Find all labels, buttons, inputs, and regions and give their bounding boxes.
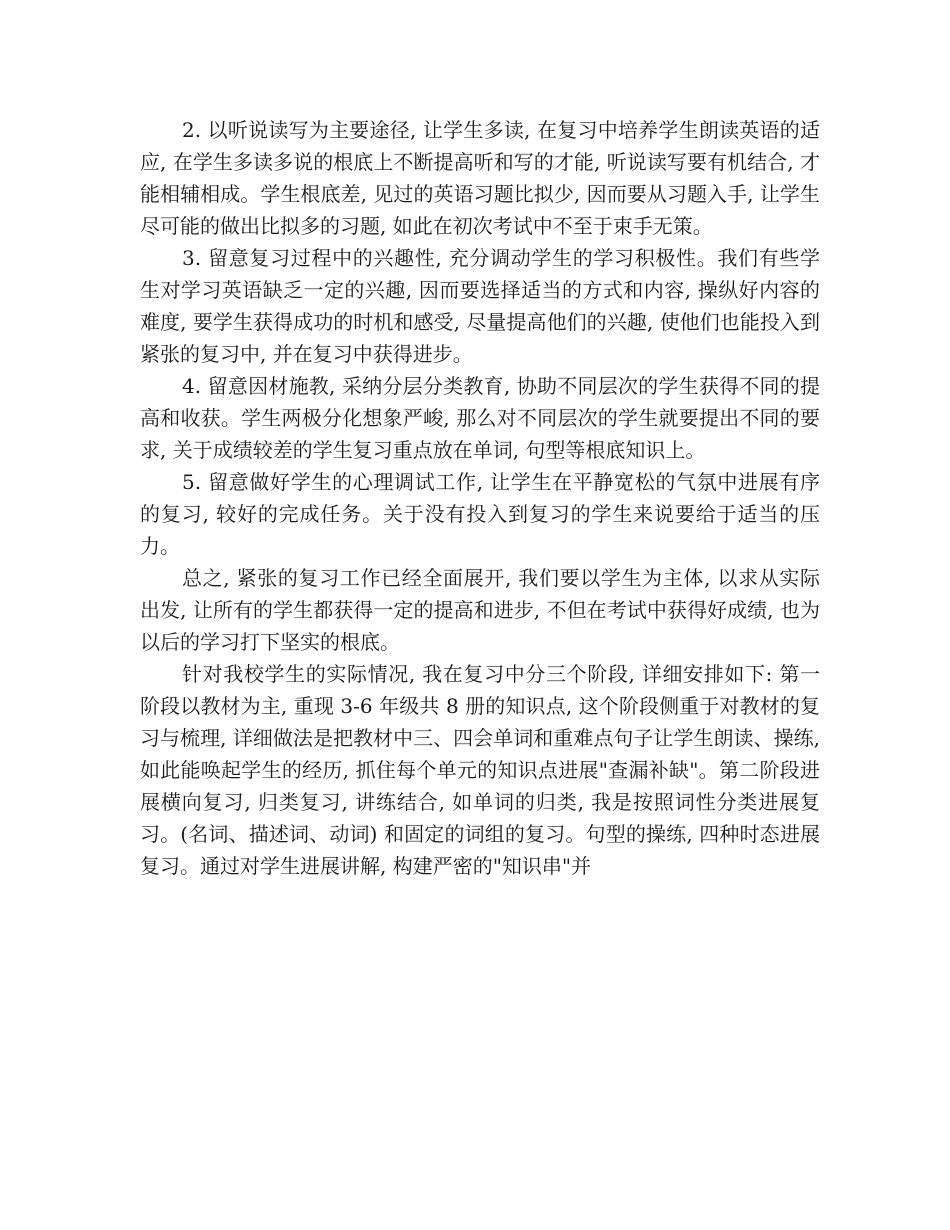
paragraph-review-plan: 针对我校学生的实际情况, 我在复习中分三个阶段, 详细安排如下: 第一阶段以教材为主, 重现 3-6 年级共 8 册的知识点, 这个阶段侧重于对教材的复习与梳理, 详细做法是把教材中三、四会单词和重难点句子让学生朗读、操练, 如此能唤起学生的经历, 抓住每个单元的知识点进展"查漏补缺"。第二阶段进展横向复习, 归类复习, 讲练结合, 如单词的归类, 我是按照词性分类进展复习。(名词、描述词、动词) 和固定的词组的复习。句型的操练, 四种时态进展复习。通过对学生进展讲解, 构建严密的"知识串"并	[140, 662, 820, 878]
paragraph-item-5: 5. 留意做好学生的心理调试工作, 让学生在平静宽松的气氛中进展有序的复习, 较好的完成任务。关于没有投入到复习的学生来说要给于适当的压力。	[140, 470, 820, 558]
paragraph-item-3: 3. 留意复习过程中的兴趣性, 充分调动学生的学习积极性。我们有些学生对学习英语缺乏一定的兴趣, 因而要选择适当的方式和内容, 操纵好内容的难度, 要学生获得成功的时机和感受, 尽量提高他们的兴趣, 使他们也能投入到紧张的复习中, 并在复习中获得进步。	[140, 246, 820, 366]
paragraph-summary: 总之, 紧张的复习工作已经全面展开, 我们要以学生为主体, 以求从实际出发, 让所有的学生都获得一定的提高和进步, 不但在考试中获得好成绩, 也为以后的学习打下坚实的根底。	[140, 566, 820, 654]
paragraph-item-2: 2. 以听说读写为主要途径, 让学生多读, 在复习中培养学生朗读英语的适应, 在学生多读多说的根底上不断提高听和写的才能, 听说读写要有机结合, 才能相辅相成。学生根底差, 见过的英语习题比拟少, 因而要从习题入手, 让学生尽可能的做出比拟多的习题, 如此在初次考试中不至于束手无策。	[140, 118, 820, 238]
paragraph-item-4: 4. 留意因材施教, 采纳分层分类教育, 协助不同层次的学生获得不同的提高和收获。学生两极分化想象严峻, 那么对不同层次的学生就要提出不同的要求, 关于成绩较差的学生复习重点放在单词, 句型等根底知识上。	[140, 374, 820, 462]
document-page	[140, 114, 820, 882]
